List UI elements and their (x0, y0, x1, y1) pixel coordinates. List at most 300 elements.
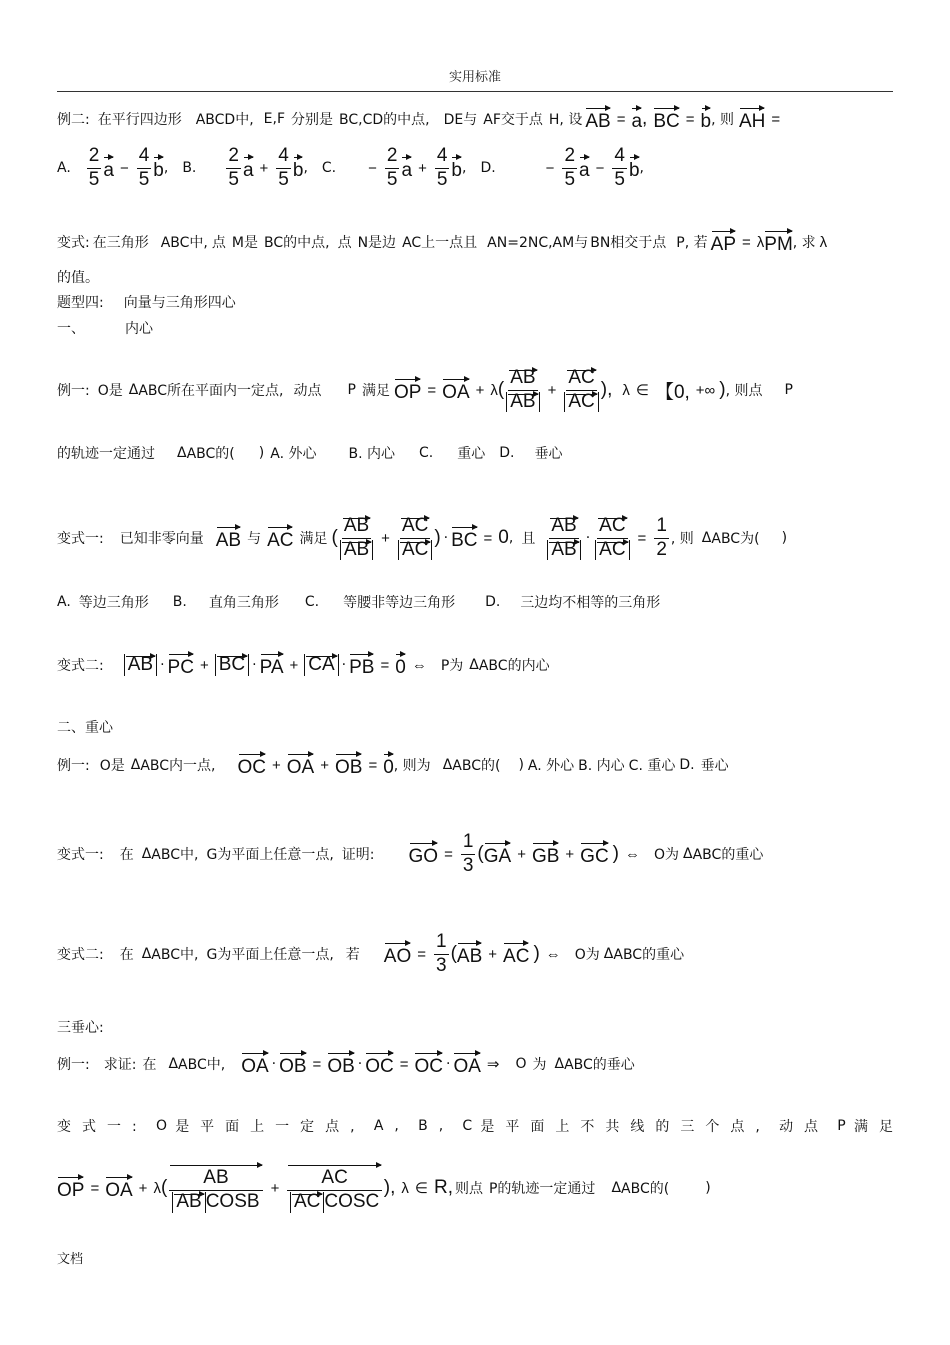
denominator: 5 (88, 168, 100, 190)
option-B: B. 内心 (348, 446, 395, 462)
text-segment: 则点 (454, 1181, 483, 1197)
text-segment: ABC中, (151, 947, 199, 963)
dot-operator: · (443, 530, 449, 546)
zero: 0 (498, 527, 509, 548)
text-segment: BC的中点, (263, 235, 330, 251)
incenter-variant-1 (57, 500, 787, 576)
vector-OC: OC (238, 752, 267, 779)
text-segment: 求证: (103, 1057, 137, 1073)
text-segment: 在 (119, 847, 134, 863)
vector-AB: AB (549, 516, 578, 539)
unit-vector-fraction (398, 516, 432, 561)
text-segment: 点 (337, 235, 352, 251)
lambda: λ (490, 381, 498, 399)
text-segment: 若 (345, 947, 360, 963)
text-segment: , 则为 (393, 758, 431, 774)
subsection-title: 二、重心 (57, 720, 113, 736)
option-A: A. 外心 (270, 446, 317, 462)
vector-BC: BC (451, 525, 477, 552)
text-segment: P (347, 382, 356, 398)
text-segment: 与 (247, 531, 262, 547)
vector-b: b (293, 155, 304, 182)
text-segment: 在 (119, 947, 134, 963)
numerator: 2 (226, 146, 241, 169)
equals-sign: = (368, 756, 378, 774)
text-segment: AC上一点且 (402, 235, 478, 251)
fraction-one-half (654, 516, 669, 561)
vector-OA: OA (241, 1051, 268, 1078)
plus-sign: + (517, 845, 526, 863)
denominator (595, 539, 629, 561)
text-segment: P (837, 1118, 846, 1134)
plus-sign: + (259, 159, 269, 177)
text-segment: AF交于点 (483, 112, 543, 128)
triangle-symbol: Δ (442, 757, 453, 773)
right-paren: ), (600, 379, 613, 400)
vector-OB: OB (335, 752, 362, 779)
triangle-symbol: Δ (141, 946, 152, 962)
vector-AB-magnitude: AB (124, 654, 157, 676)
numerator: 2 (87, 146, 102, 169)
cos-fraction (287, 1163, 381, 1213)
example-label: 例一: (57, 758, 90, 774)
triangle-symbol: Δ (603, 946, 614, 962)
option-A: A. 外心 (527, 758, 575, 774)
text-segment: ABC的重心 (692, 847, 764, 863)
vector-OP: OP (394, 377, 421, 404)
numerator: 4 (276, 146, 291, 169)
option-C-label: C. (418, 445, 434, 461)
denominator: 3 (436, 954, 447, 976)
variant-label: 变式一: (57, 1119, 148, 1135)
incenter-variant-1-options (57, 592, 660, 612)
lambda: λ (401, 1179, 409, 1197)
left-paren: ( (160, 1177, 168, 1198)
subsection-number: 一、 (57, 321, 85, 337)
cos-c: COSC (324, 1191, 380, 1212)
vector-OC: OC (365, 1051, 394, 1078)
vector-AB: AB (457, 941, 482, 968)
fraction (612, 146, 627, 191)
dot-operator: · (357, 1056, 363, 1072)
denominator: 2 (656, 538, 667, 560)
text-segment: AN=2NC,AM与 (487, 235, 589, 251)
equals-sign: = (616, 110, 626, 128)
vector-a: a (243, 155, 254, 182)
fraction (137, 146, 152, 191)
text-segment: , 则点 (725, 383, 763, 399)
vector-OA: OA (453, 1051, 480, 1078)
incenter-example-1 (57, 352, 793, 428)
text-segment: 满足 (299, 531, 328, 547)
unit-vector-fraction (595, 516, 629, 561)
triangle-symbol: Δ (177, 445, 187, 461)
denominator (340, 539, 373, 561)
fraction-one-third (434, 932, 449, 977)
option-D-label: D. (679, 757, 695, 773)
orthocenter-example-1 (57, 1049, 635, 1079)
denominator: 3 (462, 854, 474, 876)
dot-operator: · (271, 1056, 277, 1072)
text-segment: O (155, 1118, 167, 1134)
numerator: 1 (461, 832, 476, 855)
text-segment: 动点 (779, 1119, 830, 1135)
triangle-symbol: Δ (469, 657, 479, 673)
option-D-label: D. (485, 594, 501, 610)
option-B: 直角三角形 (208, 595, 279, 611)
text-segment: 为 (532, 1057, 547, 1073)
vector-OA: OA (442, 377, 469, 404)
vector-AC: AC (566, 368, 596, 391)
denominator: 5 (614, 168, 625, 190)
vector-a: a (401, 155, 412, 182)
equals-sign: = (685, 110, 695, 128)
plus-sign: + (289, 656, 299, 674)
left-paren: ( (497, 379, 505, 400)
vector-AB: AB (342, 516, 371, 539)
vector-PC: PC (168, 652, 194, 679)
implies-arrow: ⇒ (486, 1056, 500, 1073)
numerator: 1 (434, 932, 449, 955)
denominator: 5 (436, 168, 448, 190)
plus-infinity: +∞ (695, 381, 716, 399)
cos-b: COSB (205, 1191, 260, 1212)
text-segment: ABC的内心 (478, 658, 550, 674)
plus-sign: + (475, 381, 485, 399)
vector-a: a (579, 155, 590, 182)
denominator: 5 (386, 168, 398, 190)
plus-sign: + (138, 1179, 148, 1197)
centroid-example-1 (57, 750, 729, 780)
unit-vector-fraction (506, 368, 539, 413)
vector-a: a (631, 106, 642, 133)
element-of: ∈ (635, 382, 649, 399)
text-segment: ABC的( (186, 446, 235, 462)
comma: , (461, 160, 467, 176)
minus-sign: − (119, 159, 129, 177)
text-segment: ABCD中, (195, 112, 254, 128)
minus-sign: − (545, 159, 555, 177)
minus-sign: − (368, 159, 377, 177)
text-segment: 点 (211, 235, 226, 251)
triangle-symbol: Δ (701, 530, 712, 546)
right-paren: ), (383, 1177, 396, 1198)
fraction (226, 146, 241, 191)
comma: , (508, 530, 514, 546)
text-segment: ABC中, (151, 847, 199, 863)
text-segment: , 求 (792, 235, 816, 251)
text-segment: 在三角形 (92, 235, 149, 251)
text-segment: 满足 (361, 383, 390, 399)
text-segment: , 则 (670, 531, 694, 547)
triangle-symbol: Δ (611, 1180, 622, 1196)
triangle-symbol: Δ (130, 757, 141, 773)
option-label-C: C. (321, 160, 337, 176)
equals-sign: = (312, 1055, 322, 1073)
left-paren: ( (331, 527, 338, 548)
text-segment: ABC内一点, (140, 758, 216, 774)
triangle-symbol: Δ (683, 846, 693, 862)
vector-AO: AO (384, 941, 411, 968)
vector-OP: OP (57, 1175, 84, 1202)
equals-sign: = (742, 233, 751, 251)
option-D: 三边均不相等的三角形 (520, 595, 661, 611)
text-segment: H, 设 (548, 112, 583, 128)
fraction (276, 146, 291, 191)
denominator (172, 1191, 259, 1213)
plus-sign: + (418, 159, 427, 177)
plus-sign: + (488, 945, 498, 963)
right-paren: ) (719, 379, 726, 400)
vector-AB: AB (169, 1163, 262, 1191)
interval-start: 【0, (654, 381, 690, 403)
page-header: 实用标准 (448, 70, 501, 85)
text-segment: ABC中, (178, 1057, 226, 1073)
lambda: λ (819, 233, 828, 251)
vector-a: a (103, 155, 114, 182)
incenter-variant-2 (57, 646, 550, 684)
vector-GO: GO (409, 841, 439, 868)
variant-label: 变式二: (57, 947, 104, 963)
example-label: 例二: (57, 112, 90, 128)
vector-OA: OA (287, 752, 314, 779)
text-segment: 分别是 (291, 112, 334, 128)
text-segment: 在平行四边形 (97, 112, 182, 128)
vector-AC: AC (597, 516, 627, 539)
text-segment: 是平面上一定点, (175, 1119, 366, 1135)
equals-sign: = (417, 945, 426, 963)
denominator: 5 (228, 168, 239, 190)
equals-sign: = (399, 1055, 409, 1073)
denominator (547, 539, 580, 561)
vector-CA-magnitude: CA (304, 654, 338, 676)
numerator: 1 (654, 516, 669, 539)
vector-PM: PM (764, 229, 793, 256)
header-rule (57, 91, 893, 92)
vector-AB: AB (508, 368, 537, 391)
right-paren: ) (434, 527, 441, 548)
vector-AP: AP (711, 229, 736, 256)
option-label-D: D. (480, 160, 496, 176)
text-segment: DE与 (443, 112, 478, 128)
zero-vector: 0 (395, 652, 406, 679)
plus-sign: + (320, 756, 329, 774)
real-numbers: R, (433, 1177, 453, 1198)
plus-sign: + (547, 381, 557, 399)
right-paren: ) (533, 943, 540, 964)
vector-OB: OB (279, 1051, 306, 1078)
text-segment: ABC的重心 (613, 947, 685, 963)
option-label-B: B. (182, 160, 197, 176)
option-C: C. 重心 (628, 758, 676, 774)
vector-AC-magnitude: AC (564, 392, 598, 413)
option-A: 等边三角形 (78, 595, 149, 611)
text-segment: O (515, 1056, 527, 1072)
text-segment: P (784, 382, 793, 398)
fraction-one-third (461, 832, 476, 877)
iff-arrow: ⇔ (411, 656, 427, 674)
numerator: 2 (562, 146, 577, 169)
text-segment: ABC的( (452, 758, 501, 774)
vector-AB-magnitude: AB (172, 1192, 205, 1213)
text-segment: 且 (521, 531, 536, 547)
option-B-label: B. (172, 594, 187, 610)
text-segment: ) (781, 530, 788, 546)
orthocenter-variant-1 (57, 1116, 904, 1136)
option-C: 重心 (457, 446, 486, 462)
vector-PB: PB (349, 652, 374, 679)
fraction (87, 146, 102, 191)
vector-OC: OC (414, 1051, 443, 1078)
triangle-symbol: Δ (168, 1056, 179, 1072)
equals-sign: = (444, 845, 453, 863)
option-C-label: C. (304, 594, 320, 610)
text-segment: P为 (440, 658, 464, 674)
equals-sign: = (380, 656, 390, 674)
vector-OA: OA (105, 1175, 132, 1202)
text-segment: BN相交于点 (590, 235, 667, 251)
vector-AC: AC (267, 525, 293, 552)
example-2-options (57, 146, 644, 190)
plus-sign: + (199, 656, 209, 674)
numerator: 4 (612, 146, 627, 169)
vector-AC-magnitude: AC (290, 1192, 324, 1213)
denominator (506, 391, 539, 413)
text-segment: M是 (231, 235, 258, 251)
text-segment: ABC的垂心 (564, 1057, 635, 1073)
equals-sign: = (483, 529, 493, 547)
equals-sign: = (90, 1179, 100, 1197)
element-of: ∈ (414, 1180, 428, 1197)
vector-b: b (451, 155, 462, 182)
zero-vector: 0 (383, 752, 394, 779)
iff-arrow: ⇔ (545, 945, 561, 963)
minus-sign: − (595, 159, 605, 177)
text-segment: G为平面上任意一点, (206, 847, 334, 863)
vector-GB: GB (532, 841, 559, 868)
vector-PA: PA (260, 652, 284, 679)
vector-AB-magnitude: AB (547, 540, 580, 561)
plus-sign: + (272, 756, 281, 774)
vector-AH: AH (739, 106, 765, 133)
text-segment: , 则 (711, 112, 734, 128)
variant-label: 变式: (57, 235, 90, 251)
text-segment: 证明: (341, 847, 375, 863)
vector-AC: AC (400, 516, 430, 539)
unit-vector-fraction (340, 516, 373, 561)
incenter-example-1-options (57, 443, 562, 463)
option-A-label: A. (57, 594, 71, 610)
dot-operator: · (445, 1056, 451, 1072)
option-D: 垂心 (534, 446, 563, 462)
text-segment: ) (518, 757, 524, 773)
text-segment: ABC中, (160, 235, 208, 251)
lambda: λ (622, 381, 630, 399)
equals-sign: = (637, 529, 647, 547)
option-C: 等腰非等边三角形 (343, 595, 456, 611)
example-label: 例一: (57, 383, 90, 399)
iff-arrow: ⇔ (625, 845, 640, 863)
vector-AC-magnitude: AC (398, 540, 432, 561)
left-paren: ( (477, 843, 484, 864)
fraction (562, 146, 577, 191)
dot-operator: · (160, 657, 165, 673)
text-segment: ABC的( (621, 1181, 670, 1197)
comma: , (642, 108, 648, 129)
triangle-symbol: Δ (141, 846, 152, 862)
numerator: 4 (137, 146, 152, 169)
vector-GC: GC (580, 841, 609, 868)
text-segment: ABC为( (711, 531, 760, 547)
text-line: 的值。 (57, 270, 99, 286)
example-label: 例一: (57, 1057, 90, 1073)
option-D-label: D. (499, 445, 515, 461)
vector-AC-magnitude: AC (595, 540, 629, 561)
comma: , (303, 160, 308, 176)
vector-AB: AB (585, 106, 610, 133)
text-segment: B, (418, 1118, 455, 1134)
vector-b: b (153, 155, 164, 182)
denominator (564, 391, 598, 413)
vector-BC-magnitude: BC (215, 654, 249, 676)
vector-OB: OB (327, 1051, 354, 1078)
unit-vector-fraction (564, 368, 598, 413)
cos-fraction (169, 1163, 262, 1213)
left-paren: ( (450, 943, 457, 964)
vector-b: b (629, 155, 640, 182)
text-segment: 是平面上不共线的三个点, (480, 1119, 771, 1135)
plus-sign: + (381, 529, 390, 547)
text-segment: E,F (263, 111, 286, 127)
text-segment: G为平面上任意一点, (206, 947, 334, 963)
denominator (290, 1191, 379, 1213)
text-segment: ABC所在平面内一定点, (138, 383, 284, 399)
variant-label: 变式一: (57, 531, 104, 547)
subsection-title (57, 318, 153, 338)
denominator: 5 (564, 168, 576, 190)
centroid-variant-2 (57, 928, 684, 980)
text-segment: 动点 (293, 383, 322, 399)
unit-vector-fraction (547, 516, 580, 561)
equals-sign: = (771, 110, 781, 128)
text-segment: O为 (574, 947, 600, 963)
right-paren: ) (612, 843, 619, 864)
option-label-A: A. (57, 160, 71, 176)
centroid-variant-1 (57, 828, 763, 880)
text-segment: 满足 (853, 1119, 904, 1135)
section-label: 题型四: (57, 295, 104, 311)
lambda: λ (153, 1179, 161, 1197)
text-segment: O是 (99, 758, 125, 774)
denominator (398, 539, 432, 561)
text-segment: O是 (97, 383, 123, 399)
text-segment: 已知非零向量 (119, 531, 204, 547)
variant-label: 变式一: (57, 847, 104, 863)
text-segment: O为 (654, 847, 680, 863)
denominator: 5 (278, 168, 289, 190)
subsection-name: 内心 (125, 321, 153, 337)
section-title (57, 292, 236, 312)
plus-sign: + (270, 1179, 280, 1197)
text-segment: C (462, 1118, 473, 1134)
vector-b: b (701, 106, 712, 133)
orthocenter-variant-1-formula (57, 1150, 711, 1226)
comma: , (639, 160, 644, 176)
numerator: 4 (435, 146, 450, 169)
dot-operator: · (585, 530, 591, 546)
denominator: 5 (138, 168, 150, 190)
dot-operator: · (341, 657, 347, 673)
